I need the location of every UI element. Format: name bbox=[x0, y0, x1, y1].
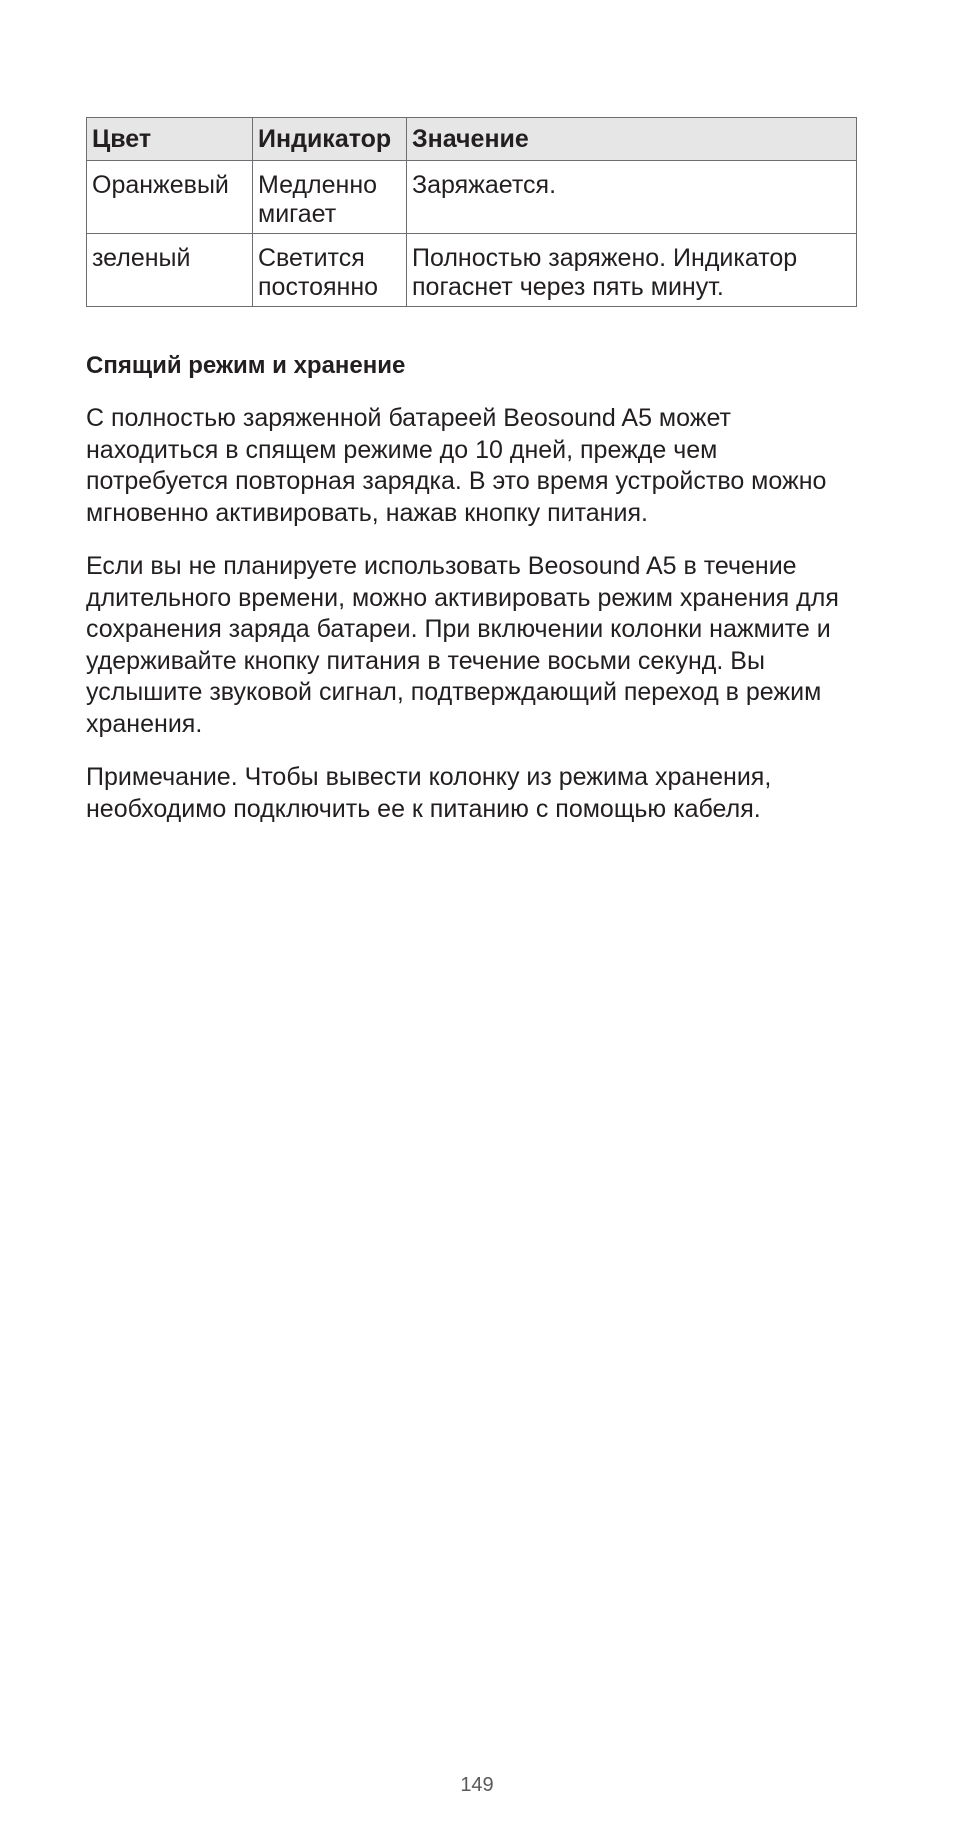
table-row bbox=[87, 234, 857, 307]
table-cell: Заряжается. bbox=[407, 161, 857, 234]
table-cell: Оранжевый bbox=[87, 161, 253, 234]
table-cell: Медленно мигает bbox=[253, 161, 407, 234]
table-cell: Полностью заряжено. Индикатор погаснет через пять минут. bbox=[407, 234, 857, 307]
paragraph-sleep-mode: С полностью заряженной батареей Beosound A5 может находиться в спящем режиме до 10 дней, прежде чем потребуется повторная зарядка. В это время устройство можно мгновенно активировать, нажав кнопку питания. bbox=[86, 404, 827, 527]
paragraph-storage-mode: Если вы не планируете использовать Beosound A5 в течение длительного времени, можно активировать режим хранения для сохранения заряда батареи. При включении колонки нажмите и удерживайте кнопку питания в течение восьми секунд. Вы услышите звуковой сигнал, подтверждающий переход в режим хранения. bbox=[86, 552, 839, 738]
table-cell: Светится постоянно bbox=[253, 234, 407, 307]
column-header-indicator: Индикатор bbox=[253, 118, 407, 161]
column-header-color: Цвет bbox=[87, 118, 253, 161]
column-header-meaning: Значение bbox=[407, 118, 857, 161]
document-page bbox=[86, 117, 856, 825]
table-row bbox=[87, 161, 857, 234]
table-header-row bbox=[87, 118, 857, 161]
led-status-table bbox=[86, 117, 857, 307]
page-number: 149 bbox=[460, 1774, 494, 1796]
table-cell: зеленый bbox=[87, 234, 253, 307]
paragraph-note: Примечание. Чтобы вывести колонку из режима хранения, необходимо подключить ее к питанию с помощью кабеля. bbox=[86, 763, 772, 823]
section-heading: Спящий режим и хранение bbox=[86, 352, 406, 379]
